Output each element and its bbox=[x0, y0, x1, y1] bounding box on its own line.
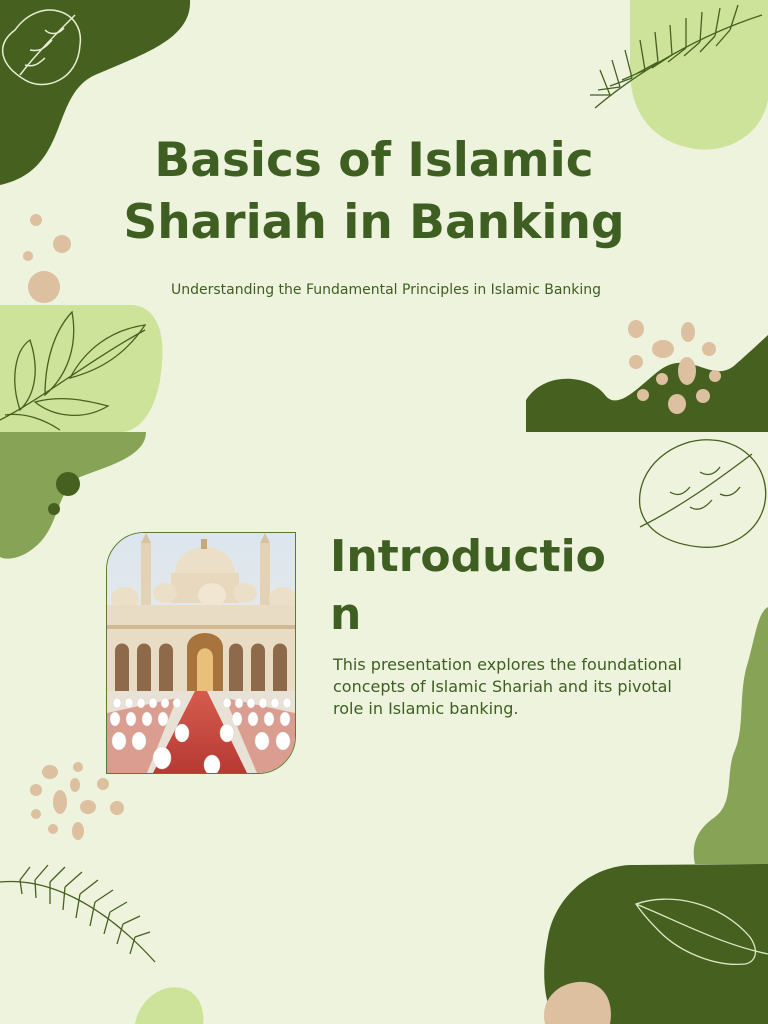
dark-dot-small bbox=[48, 503, 60, 515]
mosque-prayer-photo bbox=[106, 532, 296, 774]
tan-dots-left bbox=[23, 214, 71, 303]
presentation-title: Basics of Islamic Shariah in Banking bbox=[123, 133, 625, 250]
title-slide bbox=[0, 0, 768, 432]
introduction-slide bbox=[0, 432, 768, 1024]
mosque-image-illustration bbox=[107, 533, 295, 773]
introduction-body: This presentation explores the foundational concepts of Islamic Shariah and its pivotal role in Islamic banking. bbox=[333, 655, 682, 718]
monstera-leaf-outline-icon bbox=[640, 440, 766, 548]
fern-leaf-icon-lower bbox=[0, 865, 155, 962]
dark-wave-bottom-right bbox=[526, 335, 768, 432]
introduction-heading: Introduction bbox=[330, 531, 606, 640]
mid-blob-right bbox=[694, 607, 768, 864]
presentation-subtitle: Understanding the Fundamental Principles in Islamic Banking bbox=[170, 282, 602, 298]
light-blob-top-right bbox=[630, 0, 768, 150]
light-blob-bottom bbox=[135, 987, 203, 1024]
dark-dot bbox=[56, 472, 80, 496]
